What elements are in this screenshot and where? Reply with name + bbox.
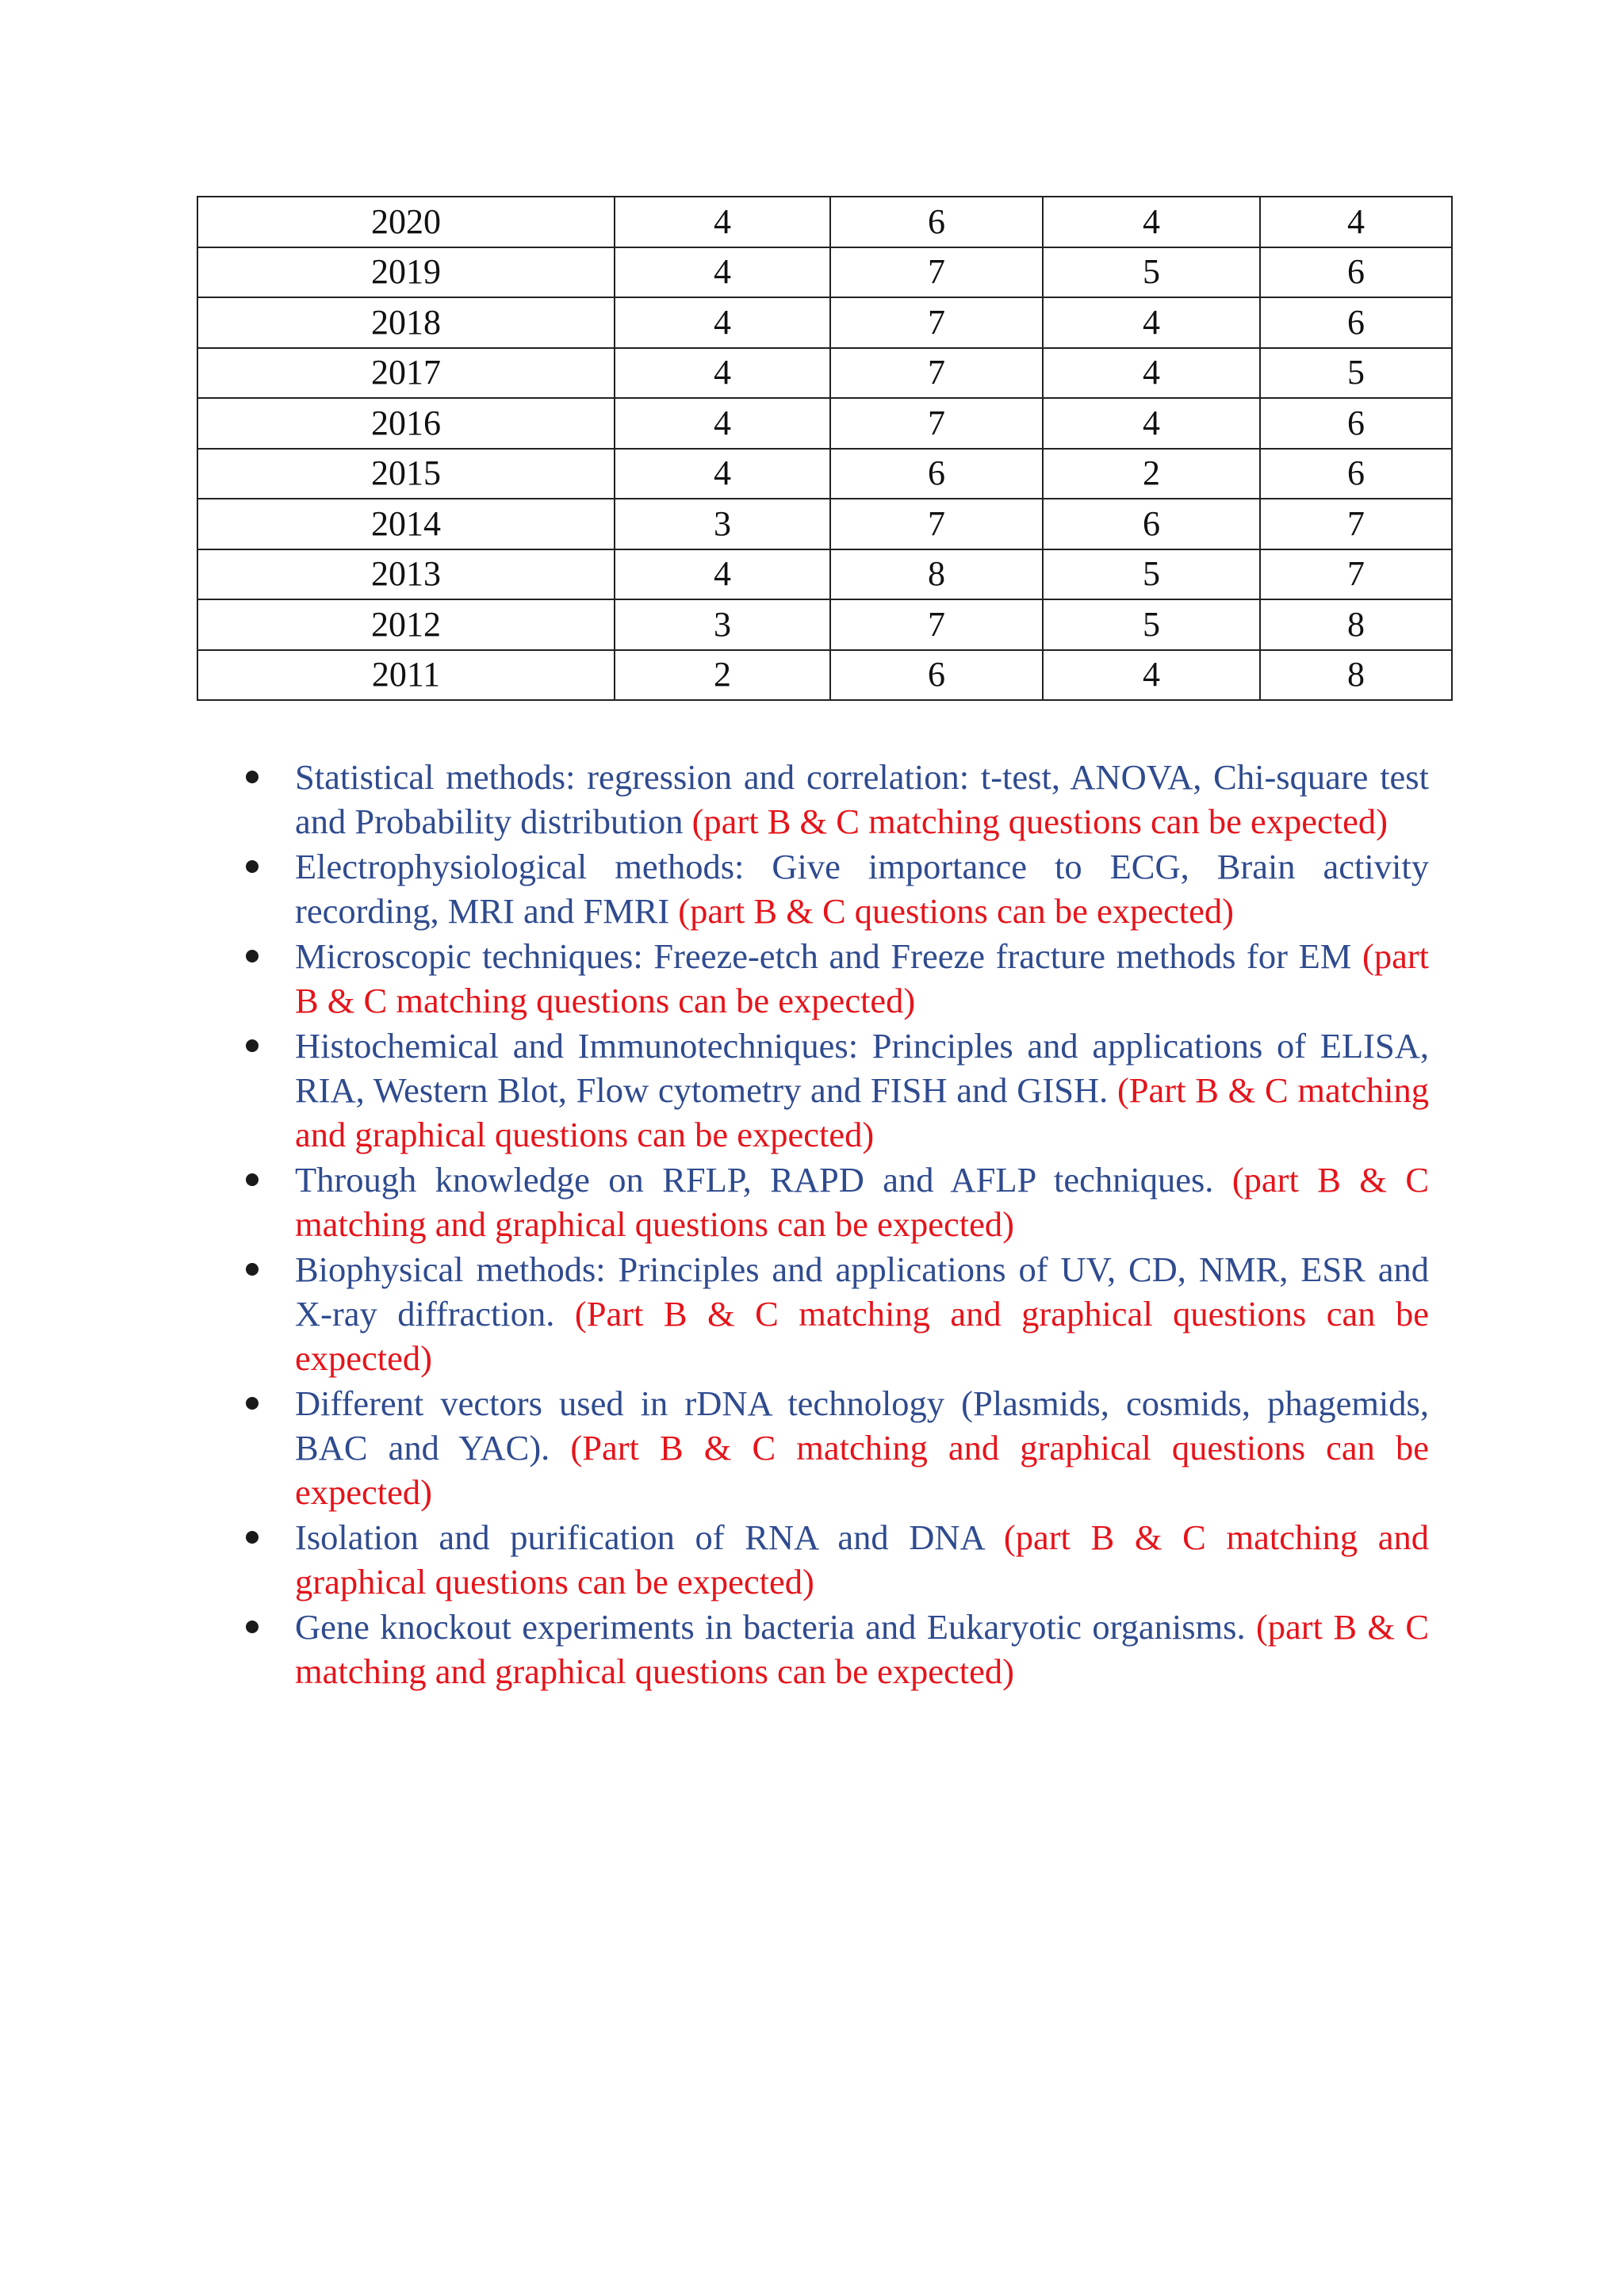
table-row <box>197 247 1452 298</box>
count-cell: 7 <box>1260 499 1452 549</box>
list-item <box>295 1515 1429 1604</box>
count-cell: 6 <box>830 197 1043 247</box>
table-row <box>197 499 1452 549</box>
topic-note: (part B & C matching questions can be expected) <box>691 802 1388 841</box>
topic-text: Through knowledge on RFLP, RAPD and AFLP techniques. <box>295 1160 1214 1200</box>
topic-text: Gene knockout experiments in bacteria and Eukaryotic organisms. <box>295 1607 1246 1647</box>
count-cell: 7 <box>830 499 1043 549</box>
bullet-icon <box>246 1039 259 1052</box>
list-item <box>295 934 1429 1023</box>
table-body <box>197 197 1452 700</box>
topic-text: Statistical methods: regression and correlation: t-test, ANOVA, Chi-square test and Probability distribution <box>295 757 1429 841</box>
table-row <box>197 599 1452 650</box>
year-cell: 2017 <box>197 348 615 399</box>
count-cell: 3 <box>615 499 830 549</box>
list-item <box>295 1024 1429 1157</box>
table-row <box>197 549 1452 600</box>
topic-text: Different vectors used in rDNA technology (Plasmids, cosmids, phagemids, BAC and YAC). <box>295 1383 1429 1468</box>
count-cell: 4 <box>1043 297 1260 348</box>
count-cell: 8 <box>830 549 1043 600</box>
topic-text: Electrophysiological methods: Give importance to ECG, Brain activity recording, MRI and FMRI <box>295 847 1429 931</box>
count-cell: 6 <box>1260 297 1452 348</box>
topic-text: Microscopic techniques: Freeze-etch and Freeze fracture methods for EM <box>295 936 1352 976</box>
count-cell: 7 <box>830 599 1043 650</box>
count-cell: 6 <box>1260 398 1452 449</box>
year-cell: 2011 <box>197 650 615 701</box>
list-item <box>295 1381 1429 1514</box>
table-row <box>197 449 1452 499</box>
count-cell: 7 <box>830 247 1043 298</box>
count-cell: 8 <box>1260 599 1452 650</box>
list-item <box>295 755 1429 844</box>
table-row <box>197 398 1452 449</box>
count-cell: 5 <box>1260 348 1452 399</box>
year-cell: 2020 <box>197 197 615 247</box>
count-cell: 6 <box>830 449 1043 499</box>
bullet-icon <box>246 1397 259 1410</box>
topic-note: (part B & C matching and graphical questions can be expected) <box>295 1517 1429 1601</box>
count-cell: 4 <box>1260 197 1452 247</box>
count-cell: 4 <box>615 197 830 247</box>
year-cell: 2016 <box>197 398 615 449</box>
count-cell: 2 <box>615 650 830 701</box>
table-row <box>197 297 1452 348</box>
topic-note: (part B & C questions can be expected) <box>678 891 1234 931</box>
year-cell: 2012 <box>197 599 615 650</box>
year-cell: 2015 <box>197 449 615 499</box>
bullet-icon <box>246 1173 259 1186</box>
topic-text: Isolation and purification of RNA and DNA <box>295 1517 984 1557</box>
year-cell: 2013 <box>197 549 615 600</box>
topic-text: Biophysical methods: Principles and applications of UV, CD, NMR, ESR and X-ray diffraction. <box>295 1249 1429 1334</box>
bullet-icon <box>246 771 259 783</box>
bullet-icon <box>246 1621 259 1633</box>
topic-text: Histochemical and Immunotechniques: Principles and applications of ELISA, RIA, Western Blot, Flow cytometry and FISH and GISH. <box>295 1026 1429 1110</box>
count-cell: 6 <box>1260 449 1452 499</box>
count-cell: 4 <box>615 297 830 348</box>
topic-note: (Part B & C matching and graphical questions can be expected) <box>295 1428 1429 1512</box>
bullet-icon <box>246 1531 259 1544</box>
bullet-icon <box>246 950 259 962</box>
topic-note: (part B & C matching and graphical questions can be expected) <box>295 1160 1429 1244</box>
count-cell: 6 <box>1043 499 1260 549</box>
list-item <box>295 1605 1429 1693</box>
count-cell: 5 <box>1043 599 1260 650</box>
count-cell: 6 <box>1260 247 1452 298</box>
topic-note: (Part B & C matching and graphical questions can be expected) <box>295 1070 1429 1154</box>
count-cell: 8 <box>1260 650 1452 701</box>
list-item <box>295 1247 1429 1380</box>
count-cell: 7 <box>830 348 1043 399</box>
count-cell: 7 <box>1260 549 1452 600</box>
count-cell: 5 <box>1043 247 1260 298</box>
count-cell: 4 <box>615 449 830 499</box>
count-cell: 2 <box>1043 449 1260 499</box>
year-count-table <box>197 196 1453 701</box>
count-cell: 4 <box>615 247 830 298</box>
count-cell: 4 <box>615 549 830 600</box>
list-item <box>295 1158 1429 1246</box>
list-item <box>295 844 1429 933</box>
count-cell: 6 <box>830 650 1043 701</box>
count-cell: 4 <box>1043 348 1260 399</box>
topic-note: (part B & C matching and graphical questions can be expected) <box>295 1607 1430 1691</box>
year-cell: 2018 <box>197 297 615 348</box>
count-cell: 7 <box>830 297 1043 348</box>
bullet-icon <box>246 1263 259 1276</box>
count-cell: 7 <box>830 398 1043 449</box>
table-row <box>197 650 1452 701</box>
topic-note: (Part B & C matching and graphical questions can be expected) <box>295 1294 1430 1378</box>
bullet-icon <box>246 860 259 873</box>
year-cell: 2014 <box>197 499 615 549</box>
topic-list <box>295 755 1429 1694</box>
table-row <box>197 348 1452 399</box>
year-cell: 2019 <box>197 247 615 298</box>
table-row <box>197 197 1452 247</box>
count-cell: 4 <box>1043 197 1260 247</box>
count-cell: 4 <box>615 398 830 449</box>
count-cell: 3 <box>615 599 830 650</box>
count-cell: 5 <box>1043 549 1260 600</box>
count-cell: 4 <box>1043 398 1260 449</box>
count-cell: 4 <box>615 348 830 399</box>
topic-note: (part B & C matching questions can be expected) <box>295 936 1430 1020</box>
count-cell: 4 <box>1043 650 1260 701</box>
